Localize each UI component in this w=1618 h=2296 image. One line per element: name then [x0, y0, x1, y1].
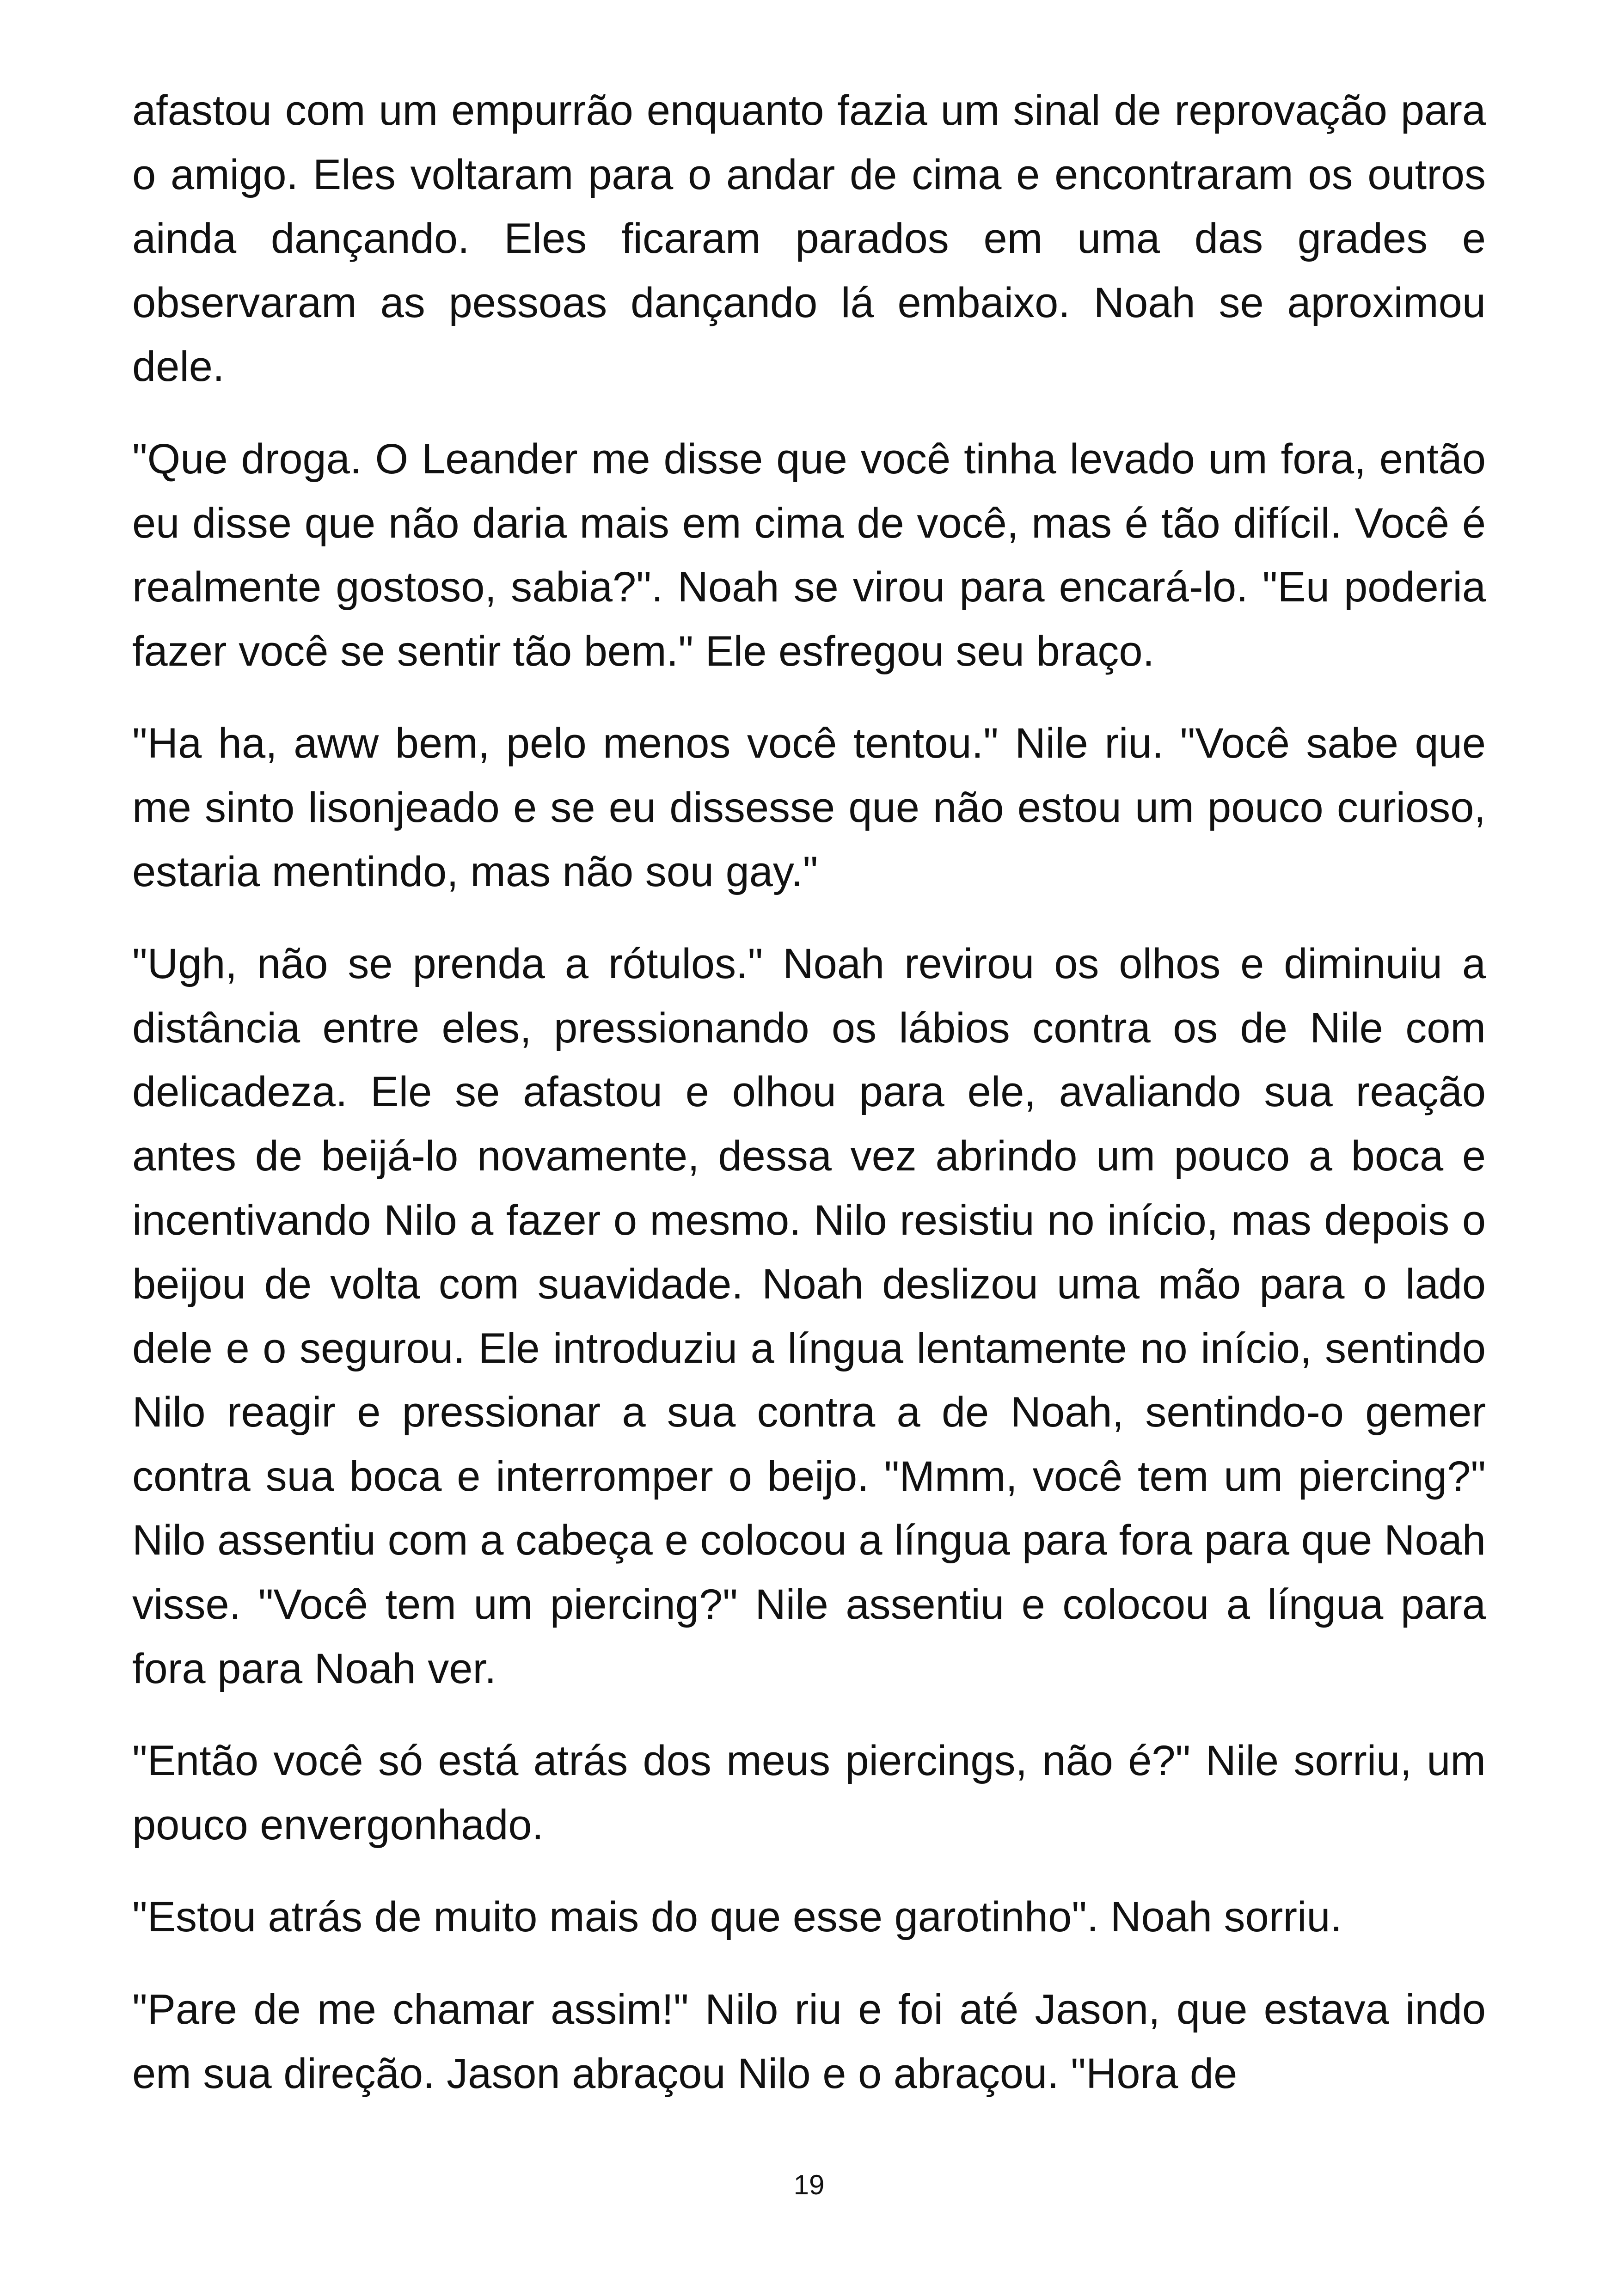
paragraph-3: "Ha ha, aww bem, pelo menos você tentou." Nile riu. "Você sabe que me sinto lisonjeado e se eu dissesse que não estou um pouco curioso, estaria mentindo, mas não sou gay." [132, 720, 1486, 895]
paragraph-7: "Pare de me chamar assim!" Nilo riu e foi até Jason, que estava indo em sua direção. Jason abraçou Nilo e o abraçou. "Hora de [132, 1986, 1486, 2097]
page-number: 19 [793, 2169, 825, 2200]
paragraph-5: "Então você só está atrás dos meus piercings, não é?" Nile sorriu, um pouco envergonhado. [132, 1737, 1486, 1849]
paragraph-6: "Estou atrás de muito mais do que esse garotinho". Noah sorriu. [132, 1893, 1342, 1941]
paragraph-2: "Que droga. O Leander me disse que você tinha levado um fora, então eu disse que não daria mais em cima de você, mas é tão difícil. Você é realmente gostoso, sabia?". Noah se virou para encará-lo. "Eu poderia fazer você se sentir tão bem." Ele esfregou seu braço. [132, 435, 1486, 675]
paragraph-4: "Ugh, não se prenda a rótulos." Noah revirou os olhos e diminuiu a distância entre eles, pressionando os lábios contra os de Nile com delicadeza. Ele se afastou e olhou para ele, avaliando sua reação antes de beijá-lo novamente, dessa vez abrindo um pouco a boca e incentivando Nilo a fazer o mesmo. Nilo resistiu no início, mas depois o beijou de volta com suavidade. Noah deslizou uma mão para o lado dele e o segurou. Ele introduziu a língua lentamente no início, sentindo Nilo reagir e pressionar a sua contra a de Noah, sentindo-o gemer contra sua boca e interromper o beijo. "Mmm, você tem um piercing?" Nilo assentiu com a cabeça e colocou a língua para fora para que Noah visse. "Você tem um piercing?" Nile assentiu e colocou a língua para fora para Noah ver. [132, 940, 1486, 1692]
body-text [132, 79, 1486, 2106]
paragraph-1: afastou com um empurrão enquanto fazia um sinal de reprovação para o amigo. Eles voltaram para o andar de cima e encontraram os outros ainda dançando. Eles ficaram parados em uma das grades e observaram as pessoas dançando lá embaixo. Noah se aproximou dele. [132, 87, 1486, 391]
